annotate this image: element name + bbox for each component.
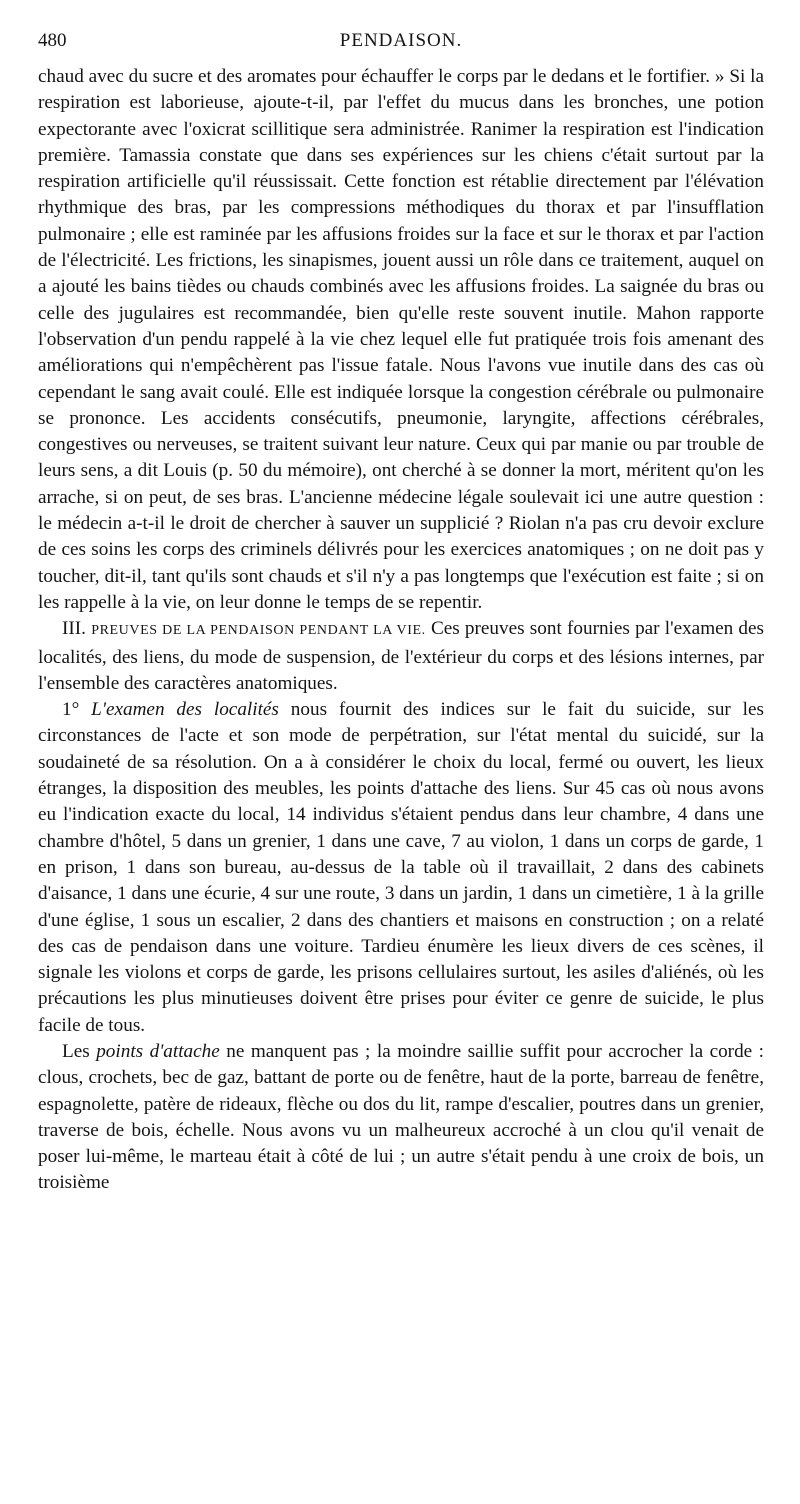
paragraph-attachment-points (38, 1039, 764, 1197)
running-head (38, 28, 764, 64)
lead-word: Les (62, 1040, 90, 1062)
italic-term: L'examen des localités (91, 699, 279, 721)
section-heading: PREUVES DE LA PENDAISON PENDANT LA VIE. (91, 623, 426, 639)
paragraph-section-three (38, 616, 764, 697)
paragraph-text: ne manquent pas ; la moindre saillie suffit pour accrocher la corde : clous, crochets, bec de gaz, battant de porte ou de fenêtre, haut de la porte, barreau de fenêtre, espagnolette, patère de rideaux, flèche ou dos du lit, rampe d'escalier, poutres dans un grenier, traverse de bois, échelle. Nous avons vu un malheureux accroché à un clou qu'il venait de poser lui-même, le marteau était à côté de lui ; un autre s'était pendu à une croix de bois, un troisième (38, 1040, 764, 1194)
paragraph-text: Ces preuves sont fournies par l'examen des localités, des liens, du mode de suspension, de l'extérieur du corps et des lésions internes, par l'ensemble des caractères anatomiques. (38, 618, 765, 694)
paragraph-text: nous fournit des indices sur le fait du suicide, sur les circonstances de l'acte et son mode de perpétration, sur l'état mental du suicidé, sur la soudaineté de sa résolution. On a à considérer le choix du local, fermé ou ouvert, les lieux étranges, la disposition des meubles, les points d'attache des liens. Sur 45 cas où nous avons eu l'indication exacte du local, 14 individus s'étaient pendus dans leur chambre, 4 dans une chambre d'hôtel, 5 dans un grenier, 1 dans une cave, 7 au violon, 1 dans un corps de garde, 1 en prison, 1 dans son bureau, au-dessus de la table où il travaillait, 2 dans des cabinets d'aisance, 1 dans une écurie, 4 sur une route, 3 dans un jardin, 1 dans un cimetière, 1 à la grille d'une église, 1 sous un escalier, 2 dans des chantiers et maisons en construction ; on a relaté des cas de pendaison dans une voiture. Tardieu énumère les lieux divers de ces scènes, il signale les violons et corps de garde, les prisons cellulaires surtout, les asiles d'aliénés, où les précautions les plus minutieuses doivent être prises pour éviter ce genre de suicide, le plus facile de tous. (38, 699, 764, 1036)
section-number: III. (62, 618, 86, 640)
item-number: 1° (62, 699, 80, 721)
book-page (38, 28, 764, 1197)
italic-term: points d'attache (96, 1040, 220, 1062)
paragraph-text: chaud avec du sucre et des aromates pour échauffer le corps par le dedans et le fortifier. » Si la respiration est laborieuse, ajoute-t-il, par l'effet du mucus dans les bronches, une potion expectorante avec l'oxicrat scillitique sera administrée. Ranimer la respiration est l'indication première. Tamassia constate que dans ses expériences sur les chiens c'était surtout par la respiration artificielle qu'il réussissait. Cette fonction est rétablie directement par l'élévation rhythmique des bras, par les compressions méthodiques du thorax et par l'insufflation pulmonaire ; elle est raminée par les affusions froides sur la face et sur le thorax et par l'action de l'électricité. Les frictions, les sinapismes, jouent aussi un rôle dans ce traitement, auquel on a ajouté les bains tièdes ou chauds combinés avec les affusions froides. La saignée du bras ou celle des jugulaires est recommandée, bien qu'elle reste souvent inutile. Mahon rapporte l'observation d'un pendu rappelé à la vie chez lequel elle fut pratiquée trois fois amenant des améliorations qui n'empêchèrent pas l'issue fatale. Nous l'avons vue inutile dans des cas où cependant le sang avait coulé. Elle est indiquée lorsque la congestion cérébrale ou pulmonaire se prononce. Les accidents consécutifs, pneumonie, laryngite, affections cérébrales, congestives ou nerveuses, se traitent suivant leur nature. Ceux qui par manie ou par trouble de leurs sens, a dit Louis (p. 50 du mémoire), ont cherché à se donner la mort, méritent qu'on les arrache, si on peut, de ses bras. L'ancienne médecine légale soulevait ici une autre question : le médecin a-t-il le droit de chercher à sauver un supplicié ? Riolan n'a pas cru devoir exclure de ces soins les corps des criminels délivrés pour les exercices anatomiques ; on ne doit pas y toucher, dit-il, tant qu'ils sont chauds et s'il n'y a pas longtemps que l'exécution est faite ; si on les rappelle à la vie, on leur donne le temps de se repentir. (38, 66, 764, 613)
running-title: PENDAISON. (339, 30, 463, 51)
paragraph-localities (38, 697, 764, 1039)
page-number: 480 (38, 30, 67, 51)
paragraph-treatment (38, 64, 764, 616)
